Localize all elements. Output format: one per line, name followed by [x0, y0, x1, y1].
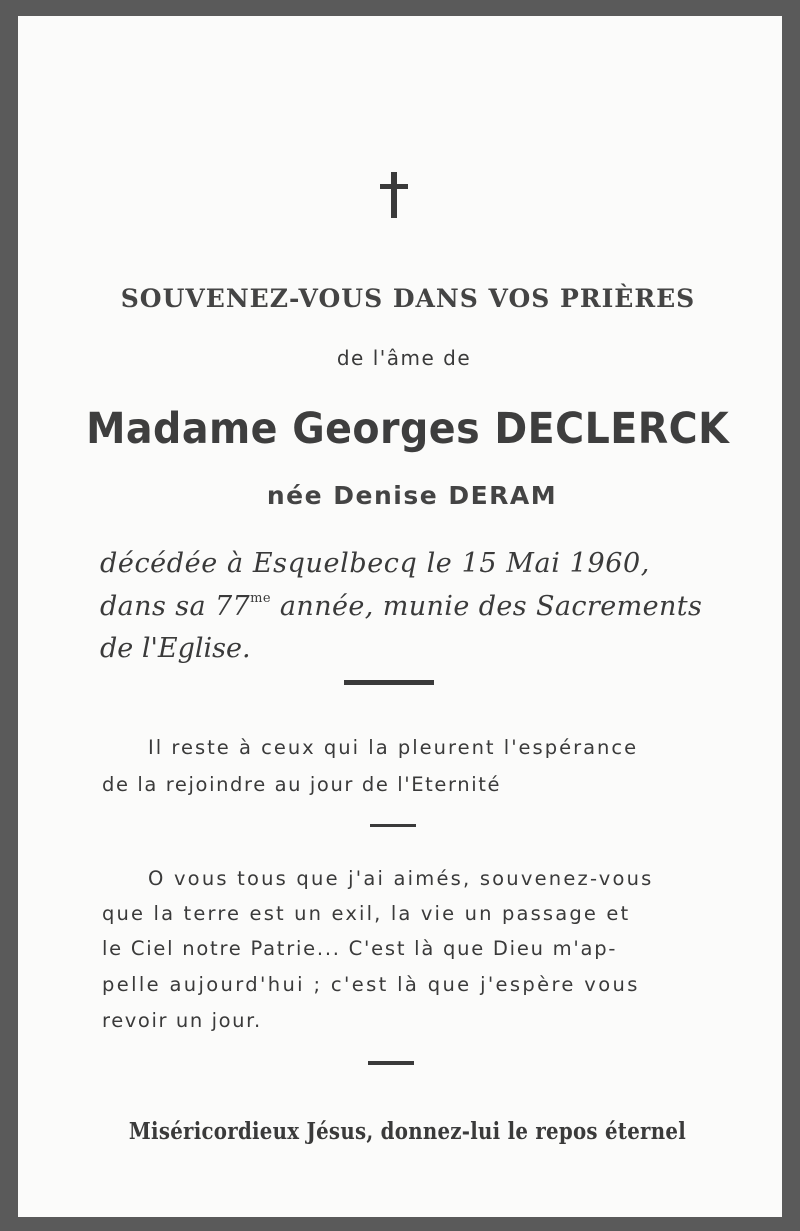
maiden-name: née Denise DERAM [266, 481, 558, 510]
message-line-3: le Ciel notre Patrie... C'est là que Dieu m'ap- [102, 937, 618, 960]
message-line-1: O vous tous que j'ai aimés, souvenez-vous [148, 867, 654, 890]
message-line-2: que la terre est un exil, la vie un passage et [102, 902, 631, 925]
card-heading: SOUVENEZ-VOUS DANS VOS PRIÈRES [120, 284, 696, 313]
intro-text: de l'âme de [336, 346, 472, 370]
hope-line-1: Il reste à ceux qui la pleurent l'espérance [148, 736, 639, 759]
divider-1 [344, 680, 434, 685]
death-details-line-2 [100, 591, 702, 622]
message-line-5: revoir un jour. [102, 1009, 262, 1032]
death-details-age: dans sa 77 [100, 591, 251, 622]
deceased-name: Madame Georges DECLERCK [86, 404, 730, 454]
memorial-card [18, 16, 782, 1217]
death-details-line-3: de l'Eglise. [100, 633, 251, 664]
message-line-4: pelle aujourd'hui ; c'est là que j'espère vous [102, 973, 640, 996]
divider-2 [370, 824, 416, 827]
death-details-line-1: décédée à Esquelbecq le 15 Mai 1960, [100, 548, 650, 579]
divider-3 [368, 1061, 414, 1065]
latin-cross-icon [380, 172, 408, 218]
hope-line-2: de la rejoindre au jour de l'Eternité [102, 773, 502, 796]
closing-prayer: Miséricordieux Jésus, donnez-lui le repos éternel [128, 1118, 686, 1145]
death-details-ordinal-suffix: me [250, 591, 271, 606]
death-details-sacraments: année, munie des Sacrements [270, 591, 703, 622]
